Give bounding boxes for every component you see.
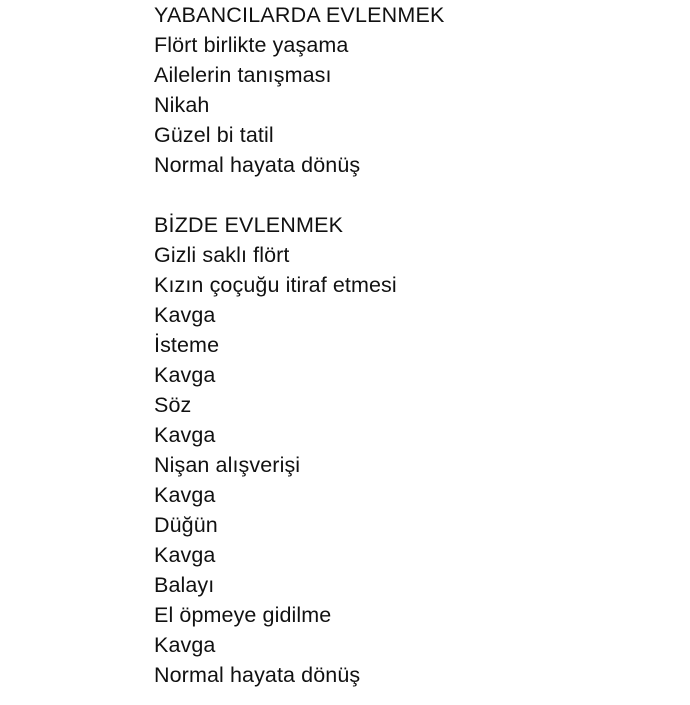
list-item: Güzel bi tatil <box>154 123 274 147</box>
list-item: Kavga <box>154 633 216 657</box>
list-item: Kavga <box>154 423 216 447</box>
list-item: Kızın çoçuğu itiraf etmesi <box>154 273 397 297</box>
list-item: Söz <box>154 393 192 417</box>
list-item: Flört birlikte yaşama <box>154 33 349 57</box>
list-item: Nişan alışverişi <box>154 453 301 477</box>
list-item: Kavga <box>154 363 216 387</box>
list-item: Gizli saklı flört <box>154 243 290 267</box>
section-us <box>154 210 674 690</box>
list-item: Nikah <box>154 93 210 117</box>
list-item: Kavga <box>154 483 216 507</box>
list-item: Balayı <box>154 573 215 597</box>
list-item: Kavga <box>154 543 216 567</box>
list-item: Düğün <box>154 513 218 537</box>
section-foreigners <box>154 0 674 180</box>
list-item: Ailelerin tanışması <box>154 63 332 87</box>
list-item: Normal hayata dönüş <box>154 153 361 177</box>
list-item: Normal hayata dönüş <box>154 663 361 687</box>
list-item: Kavga <box>154 303 216 327</box>
list-item: El öpmeye gidilme <box>154 603 332 627</box>
list-item: İsteme <box>154 333 220 357</box>
note-text <box>154 0 674 690</box>
section-heading: BİZDE EVLENMEK <box>154 213 344 237</box>
section-heading: YABANCILARDA EVLENMEK <box>154 3 445 27</box>
